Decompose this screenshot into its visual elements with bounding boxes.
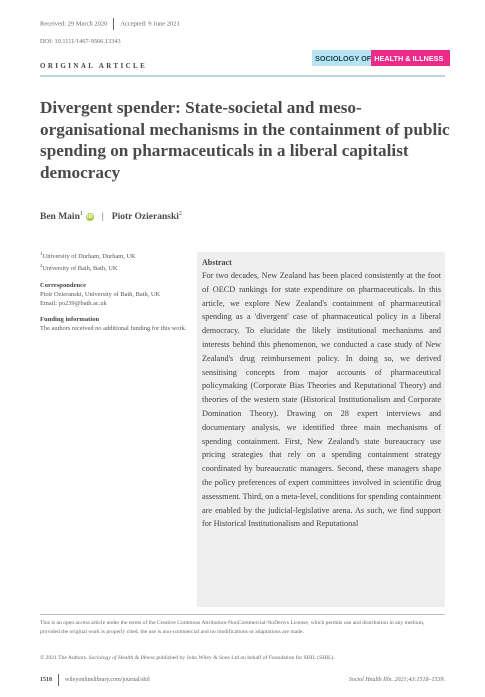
orcid-icon[interactable]: iD: [86, 213, 93, 220]
article-title: Divergent spender: State-societal and meso-organisational mechanisms in the containment of public spending on pharmaceuticals in a liberal capitalist democracy: [40, 98, 450, 182]
doi-link[interactable]: DOI: 10.1111/1467-9566.13343: [40, 38, 121, 45]
accepted-date: Accepted: 9 June 2021: [120, 20, 180, 28]
author-line: [40, 211, 182, 222]
license-notice: This is an open access article under the terms of the Creative Commons Attribution-NonCommercial-NoDerivs License, which permits use and distribution in any medium, provided the original work is properly cited, the use is non-commercial and no modifications or adaptations are made.: [40, 620, 425, 635]
abstract-box: [197, 252, 445, 607]
copyright-post: published by John Wiley & Sons Ltd on behalf of Foundation for SHIL (SHIL).: [156, 655, 335, 661]
copyright-notice: [40, 655, 445, 661]
journal-url[interactable]: wileyonlinelibrary.com/journal/shil: [65, 677, 150, 683]
affiliation-2-text: University of Bath, Bath, UK: [42, 265, 118, 273]
author-1-affiliation-marker: 1: [79, 211, 83, 217]
citation: Sociol Health Illn. 2021;43:1518–1539.: [348, 677, 445, 683]
copyright-pre: © 2021 The Authors.: [40, 655, 88, 661]
affiliation-1-marker: 1: [40, 251, 43, 257]
page-footer: [40, 674, 445, 686]
correspondence-email[interactable]: Email: po239@bath.ac.uk: [40, 300, 107, 308]
affiliation-2: [40, 261, 190, 273]
abstract-text: For two decades, New Zealand has been placed consistently at the foot of OECD rankings for state expenditure on pharmaceuticals. In this article, we explore New Zealand's containment of pharmaceutical spending as a 'divergent' case of pharmaceutical policy in a liberal democracy. To elucidate the likely institutional mechanisms and interests behind this phenomenon, we conducted a case study of New Zealand's drug reimbursement policy. In doing so, we derived sensitising concepts from major accounts of pharmaceutical policymaking (Corporate Bias Theories and Reputational Theory) and theories of the western state (Historical Institutionalism and Corporate Domination Theory). Drawing on 28 expert interviews and documentary analysis, we identified three main mechanisms of spending containment. First, New Zealand's state bureaucracy use pricing strategies that rely on a spending containment strategy coordinated by bureaucratic managers. Second, these managers shape the policy preferences of expert committees involved in scientific drug assessment. Third, on a meta-level, conditions for spending containment are enabled by the judicial-legislative arena. As such, we find support for Historical Institutionalism and Reputational: [202, 271, 441, 529]
article-type-label: ORIGINAL ARTICLE: [40, 62, 148, 70]
correspondence-heading: Correspondence: [40, 281, 87, 289]
journal-logo-part2: HEALTH & ILLNESS: [371, 50, 450, 66]
affiliation-1-text: University of Durham, Durham, UK: [42, 253, 136, 261]
author-1[interactable]: Ben Main: [40, 212, 80, 223]
sidebar-info: [40, 250, 190, 334]
journal-logo[interactable]: [312, 50, 450, 66]
page-number: 1518: [40, 677, 52, 683]
copyright-journal: Sociology of Health & Illness: [88, 655, 155, 661]
received-accepted-line: [40, 18, 180, 30]
header-rule: [40, 75, 445, 77]
separator: [113, 18, 114, 30]
abstract-heading: Abstract: [202, 258, 232, 267]
author-2-affiliation-marker: 2: [178, 211, 182, 217]
author-separator: |: [101, 212, 104, 223]
footer-separator: [58, 674, 59, 686]
funding-text: The authors received no additional funding for this work.: [40, 325, 187, 333]
received-date: Received: 29 March 2020: [40, 20, 108, 28]
footer-rule: [40, 614, 445, 615]
affiliation-2-marker: 2: [40, 263, 43, 269]
funding-heading: Funding information: [40, 316, 100, 324]
journal-logo-part1: SOCIOLOGY OF: [315, 53, 372, 63]
author-2[interactable]: Piotr Ozieranski: [111, 212, 179, 223]
affiliation-1: [40, 250, 190, 261]
correspondence-text: Piotr Ozieranski, University of Bath, Bath, UK: [40, 290, 161, 298]
